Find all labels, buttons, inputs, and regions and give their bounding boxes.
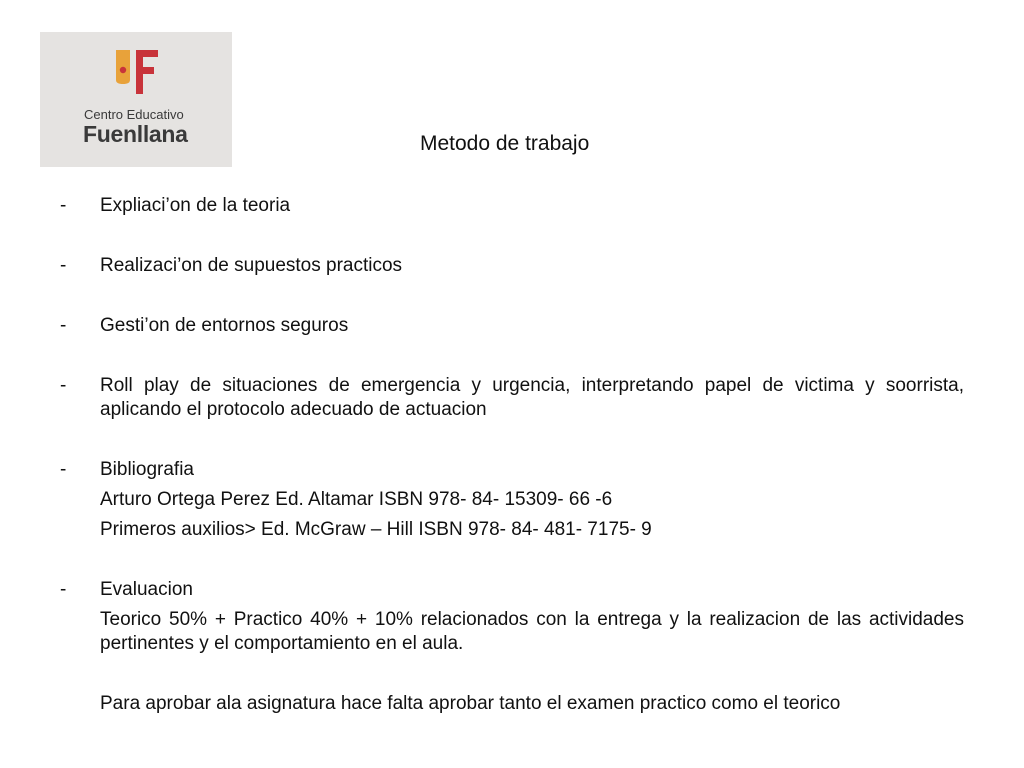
list-item-text: Realizaci’on de supuestos practicos [100,255,403,276]
list-item-text: Bibliografia [100,459,194,480]
list-item-text: Expliaci’on de la teoria [100,195,291,216]
school-logo [40,32,232,167]
list-item [60,194,964,218]
list-item-text: Evaluacion [100,579,193,600]
bibliography-entry: Primeros auxilios> Ed. McGraw – Hill ISBN 978- 84- 481- 7175- 9 [100,519,652,540]
list-item [60,458,964,542]
logo-subtitle: Centro Educativo [84,107,184,122]
bullet-dash: - [60,315,67,336]
logo-name: Fuenllana [83,121,188,147]
list-item-text: Roll play de situaciones de emergencia y urgencia, interpretando papel de victima y soorrista, aplicando el protocolo adecuado de actuacion [100,375,964,420]
bullet-dash: - [60,375,67,396]
list-item [60,578,964,656]
list-item [60,254,964,278]
closing-note-row [60,692,964,716]
method-list [60,194,964,716]
list-item-text: Gesti’on de entornos seguros [100,315,349,336]
bullet-dash: - [60,579,67,600]
fuenllana-logo-mark-icon [116,50,158,94]
evaluation-detail: Teorico 50% + Practico 40% + 10% relacionados con la entrega y la realizacion de las actividades pertinentes y el comportamiento en el aula. [100,609,964,654]
bullet-dash: - [60,255,67,276]
closing-note: Para aprobar ala asignatura hace falta aprobar tanto el examen practico como el teorico [100,693,841,714]
list-item [60,314,964,338]
bibliography-entry: Arturo Ortega Perez Ed. Altamar ISBN 978- 84- 15309- 66 -6 [100,489,613,510]
bullet-dash: - [60,459,67,480]
bullet-dash: - [60,195,67,216]
slide-title: Metodo de trabajo [420,132,590,155]
list-item [60,374,964,422]
